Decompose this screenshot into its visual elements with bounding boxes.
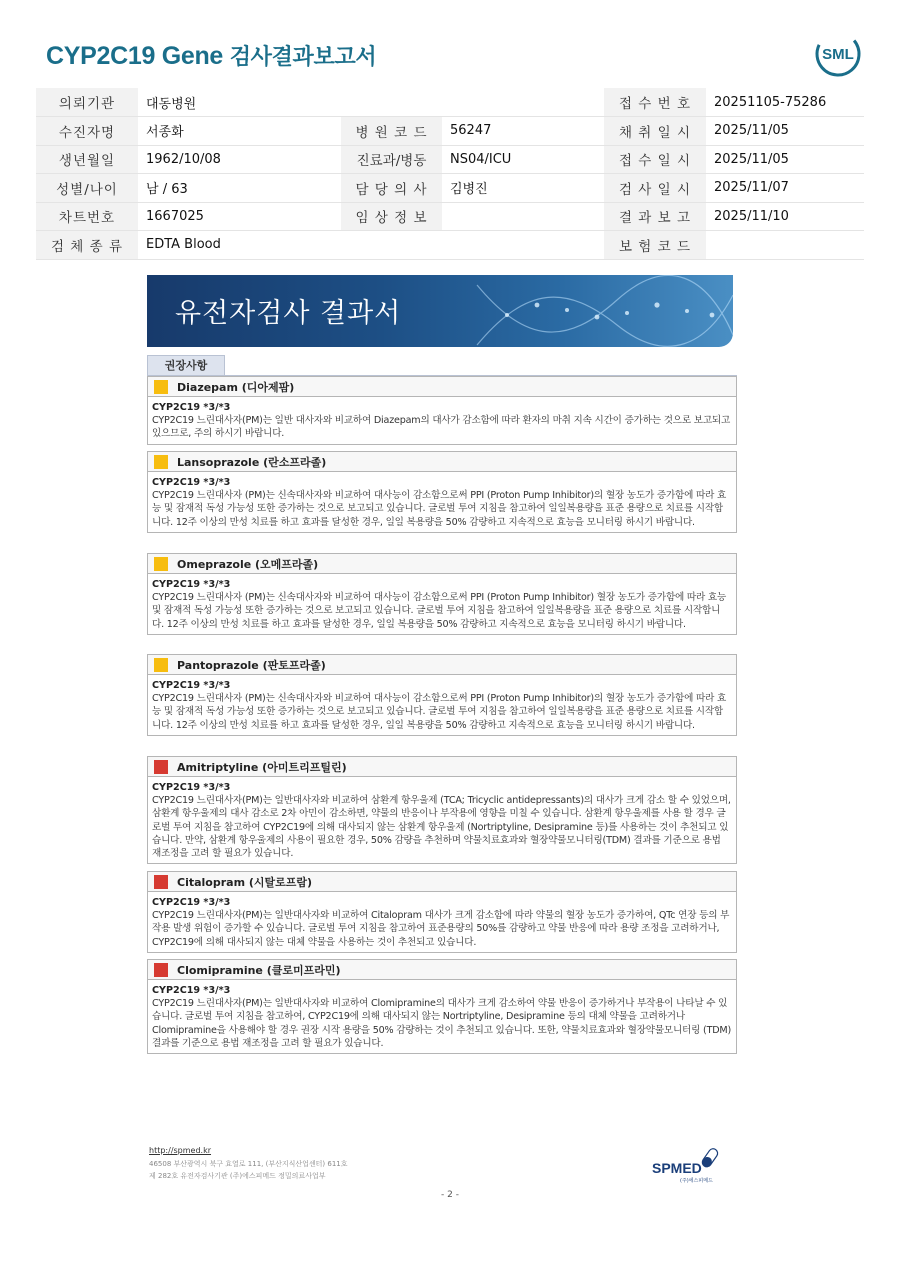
- recommendation-card: [147, 959, 737, 1054]
- card-body: [148, 892, 736, 952]
- recommendation-text: CYP2C19 느린대사자(PM)는 일반대사자와 비교하여 Clomipramine의 대사가 크게 감소하여 약물 반응이 증가하거나 부작용이 나타날 수 있습니다. 글로벌 투여 지침을 참고하여, CYP2C19에 의해 대사되지 않는 Nortriptyline, Desipramine 등의 대체 약물을 고려하거나 Clomipramine을 사용해야 할 경우 권장 시작 용량을 50% 감량하는 것이 추천되고 있습니다. 또한, 약물치료효과와 혈장약물모니터링 (TDM) 결과를 기준으로 용법 재조정을 고려 할 필요가 있습니다.: [152, 998, 732, 1049]
- report-title-ko: 검사결과보고서: [229, 45, 377, 70]
- card-body: [148, 777, 736, 863]
- recommendation-text: CYP2C19 느린대사자(PM)는 일반 대사자와 비교하여 Diazepam의 대사가 감소함에 따라 환자의 마취 지속 시간이 증가하는 것으로 보고되고 있으므로, 주의 하시기 바랍니다.: [152, 415, 731, 440]
- birth-value: 1962/10/08: [138, 145, 341, 174]
- drug-name: Clomipramine (클로미프라민): [177, 964, 341, 977]
- info-row: [36, 117, 864, 146]
- collect-date-label: 채 취 일 시: [604, 117, 706, 146]
- card-body: [148, 675, 736, 735]
- card-header: [148, 452, 736, 472]
- requesting-org-value: 대동병원: [138, 88, 341, 117]
- warning-level-icon: [154, 875, 168, 889]
- footer-license: 제 282호 유전자검사기관 (주)에스피메드 정밀의료사업부: [149, 1172, 326, 1180]
- drug-name: Omeprazole (오메프라졸): [177, 558, 319, 571]
- doctor-value: 김병진: [442, 174, 604, 203]
- card-header: [148, 757, 736, 777]
- card-body: [148, 397, 736, 444]
- recommendation-text: CYP2C19 느린대사자 (PM)는 신속대사자와 비교하여 대사능이 감소함으로써 PPI (Proton Pump Inhibitor)의 혈장 농도가 증가함에 따라 효능 및 잠재적 독성 가능성 또한 증가하는 것으로 보고되고 있습니다. 글로벌 투여 지침을 참고하여 일일복용량을 표준 용량으로 치료를 시작합니다. 12주 이상의 만성 치료를 하고 효과를 달성한 경우, 일일 복용량을 50% 감량하고 지속적으로 효능을 모니터링 하시기 바랍니다.: [152, 693, 727, 731]
- banner-title: 유전자검사 결과서: [175, 298, 402, 329]
- test-date-label: 검 사 일 시: [604, 174, 706, 203]
- receipt-date-label: 접 수 일 시: [604, 145, 706, 174]
- page-number: - 2 -: [441, 1190, 459, 1200]
- recommendation-card: [147, 871, 737, 953]
- receipt-no-value: 20251105-75286: [706, 88, 864, 117]
- logo-text: SML: [822, 46, 854, 63]
- footer-address: 46508 부산광역시 북구 효열로 111, (부산지식산업센터) 611호: [149, 1160, 348, 1168]
- recommendation-card: [147, 654, 737, 736]
- recommendation-text: CYP2C19 느린대사자 (PM)는 신속대사자와 비교하여 대사능이 감소함으로써 PPI (Proton Pump Inhibitor)의 혈장 농도가 증가함에 따라 효능 및 잠재적 독성 가능성 또한 증가하는 것으로 보고되고 있습니다. 글로벌 투여 지침을 참고하여 일일복용량을 표준 용량으로 치료를 시작합니다. 12주 이상의 만성 치료를 하고 효과를 달성한 경우, 일일 복용량을 50% 감량하고 지속적으로 효능을 모니터링 하시기 바랍니다.: [152, 490, 727, 528]
- chart-no-label: 차트번호: [36, 202, 138, 231]
- recommendation-card: [147, 451, 737, 533]
- recipient-value: 서종화: [138, 117, 341, 146]
- spmed-brand: SPMED: [652, 1160, 702, 1176]
- footer-address-block: [149, 1158, 348, 1182]
- card-header: [148, 655, 736, 675]
- requesting-org-label: 의뢰기관: [36, 88, 138, 117]
- report-title-en: CYP2C19 Gene: [46, 42, 230, 70]
- card-header: [148, 872, 736, 892]
- empty-cell: [442, 88, 604, 117]
- genotype: CYP2C19 *3/*3: [152, 985, 231, 996]
- info-row: [36, 174, 864, 203]
- caution-level-icon: [154, 455, 168, 469]
- footer-website-link[interactable]: http://spmed.kr: [149, 1146, 212, 1155]
- genotype: CYP2C19 *3/*3: [152, 579, 231, 590]
- sex-age-value: 남 / 63: [138, 174, 341, 203]
- drug-name: Diazepam (디아제팜): [177, 381, 295, 394]
- receipt-no-label: 접 수 번 호: [604, 88, 706, 117]
- doctor-label: 담 당 의 사: [341, 174, 442, 203]
- spmed-logo-icon: [652, 1145, 742, 1185]
- caution-level-icon: [154, 557, 168, 571]
- genotype: CYP2C19 *3/*3: [152, 477, 231, 488]
- report-date-value: 2025/11/10: [706, 202, 864, 231]
- report-date-label: 결 과 보 고: [604, 202, 706, 231]
- genotype: CYP2C19 *3/*3: [152, 897, 231, 908]
- empty-cell: [341, 88, 442, 117]
- card-header: [148, 960, 736, 980]
- sex-age-label: 성별/나이: [36, 174, 138, 203]
- birth-label: 생년월일: [36, 145, 138, 174]
- insurance-code-value: [706, 231, 864, 260]
- card-body: [148, 472, 736, 532]
- caution-level-icon: [154, 658, 168, 672]
- warning-level-icon: [154, 760, 168, 774]
- drug-name: Amitriptyline (아미트리프틸린): [177, 761, 347, 774]
- hospital-code-label: 병 원 코 드: [341, 117, 442, 146]
- clinical-info-value: [442, 202, 604, 231]
- recommendation-text: CYP2C19 느린대사자 (PM)는 신속대사자와 비교하여 대사능이 감소함으로써 PPI (Proton Pump Inhibitor) 혈장 농도가 증가함에 따라 효능 및 잠재적 독성 가능성 또한 증가하는 것으로 보고되고 있습니다. 글로벌 투여 지침을 참고하여 일일복용량을 표준 용량으로 치료를 시작합니다. 12주 이상의 만성 치료를 하고 효과를 달성한 경우, 일일 복용량을 50% 감량하고 지속적으로 효능을 모니터링 하시기 바랍니다.: [152, 592, 727, 630]
- info-row: [36, 88, 864, 117]
- empty-cell: [341, 231, 442, 260]
- genotype: CYP2C19 *3/*3: [152, 680, 231, 691]
- sml-logo-icon: [814, 30, 862, 78]
- test-date-value: 2025/11/07: [706, 174, 864, 203]
- recommendation-card: [147, 756, 737, 864]
- recommendation-card: [147, 553, 737, 635]
- chart-no-value: 1667025: [138, 202, 341, 231]
- tab-recommendations[interactable]: 권장사항: [147, 355, 225, 376]
- card-header: [148, 554, 736, 574]
- genotype: CYP2C19 *3/*3: [152, 402, 231, 413]
- info-row: [36, 145, 864, 174]
- dept-label: 진료과/병동: [341, 145, 442, 174]
- recommendation-card: [147, 376, 737, 445]
- drug-name: Pantoprazole (판토프라졸): [177, 659, 326, 672]
- patient-info-table: [36, 88, 864, 260]
- card-body: [148, 980, 736, 1053]
- drug-name: Lansoprazole (란소프라졸): [177, 456, 327, 469]
- info-row: [36, 202, 864, 231]
- empty-cell: [442, 231, 604, 260]
- clinical-info-label: 임 상 정 보: [341, 202, 442, 231]
- recommendation-text: CYP2C19 느린대사자(PM)는 일반대사자와 비교하여 Citalopram 대사가 크게 감소함에 따라 약물의 혈장 농도가 증가하여, QTc 연장 등의 부작용 발생 위험이 증가할 수 있습니다. 글로벌 투여 지침을 참고하여 표준용량의 50%를 감량하고 약물 반응에 따라 용량 조정을 고려하거나, CYP2C19에 의해 대사되지 않는 대체 약물을 사용하는 것이 추천되고 있습니다.: [152, 910, 730, 948]
- dept-value: NS04/ICU: [442, 145, 604, 174]
- report-title: [46, 40, 376, 71]
- hospital-code-value: 56247: [442, 117, 604, 146]
- specimen-value: EDTA Blood: [138, 231, 341, 260]
- info-row: [36, 231, 864, 260]
- warning-level-icon: [154, 963, 168, 977]
- collect-date-value: 2025/11/05: [706, 117, 864, 146]
- recommendation-text: CYP2C19 느린대사자(PM)는 일반대사자와 비교하여 삼환계 항우울제 (TCA; Tricyclic antidepressants)의 대사가 크게 감소 할 수 있었으며, 삼환계 항우울제의 대사 감소로 2차 아민이 감소하면, 약물의 반응이나 부작용에 영향을 미칠 수 있습니다. 삼환계 항우울제를 사용 할 경우 글로벌 투여 지침을 참고하여 CYP2C19에 의해 대사되지 않는 삼환계 항우울제 (Nortriptyline, Desipramine 등)를 사용하는 것이 추천되고 있습니다. 만약, 삼환계 항우울제의 사용이 필요한 경우, 50% 감량을 추천하며 약물치료효과와 혈장약물모니터링(TDM) 결과를 기준으로 용법 재조정을 고려 할 필요가 있습니다.: [152, 795, 731, 860]
- drug-name: Citalopram (시탈로프람): [177, 876, 313, 889]
- genotype: CYP2C19 *3/*3: [152, 782, 231, 793]
- card-header: [148, 377, 736, 397]
- recipient-label: 수진자명: [36, 117, 138, 146]
- insurance-code-label: 보 험 코 드: [604, 231, 706, 260]
- card-body: [148, 574, 736, 634]
- spmed-brand-sub: (주)에스피메드: [680, 1178, 713, 1184]
- caution-level-icon: [154, 380, 168, 394]
- result-banner: [147, 275, 733, 347]
- receipt-date-value: 2025/11/05: [706, 145, 864, 174]
- specimen-label: 검 체 종 류: [36, 231, 138, 260]
